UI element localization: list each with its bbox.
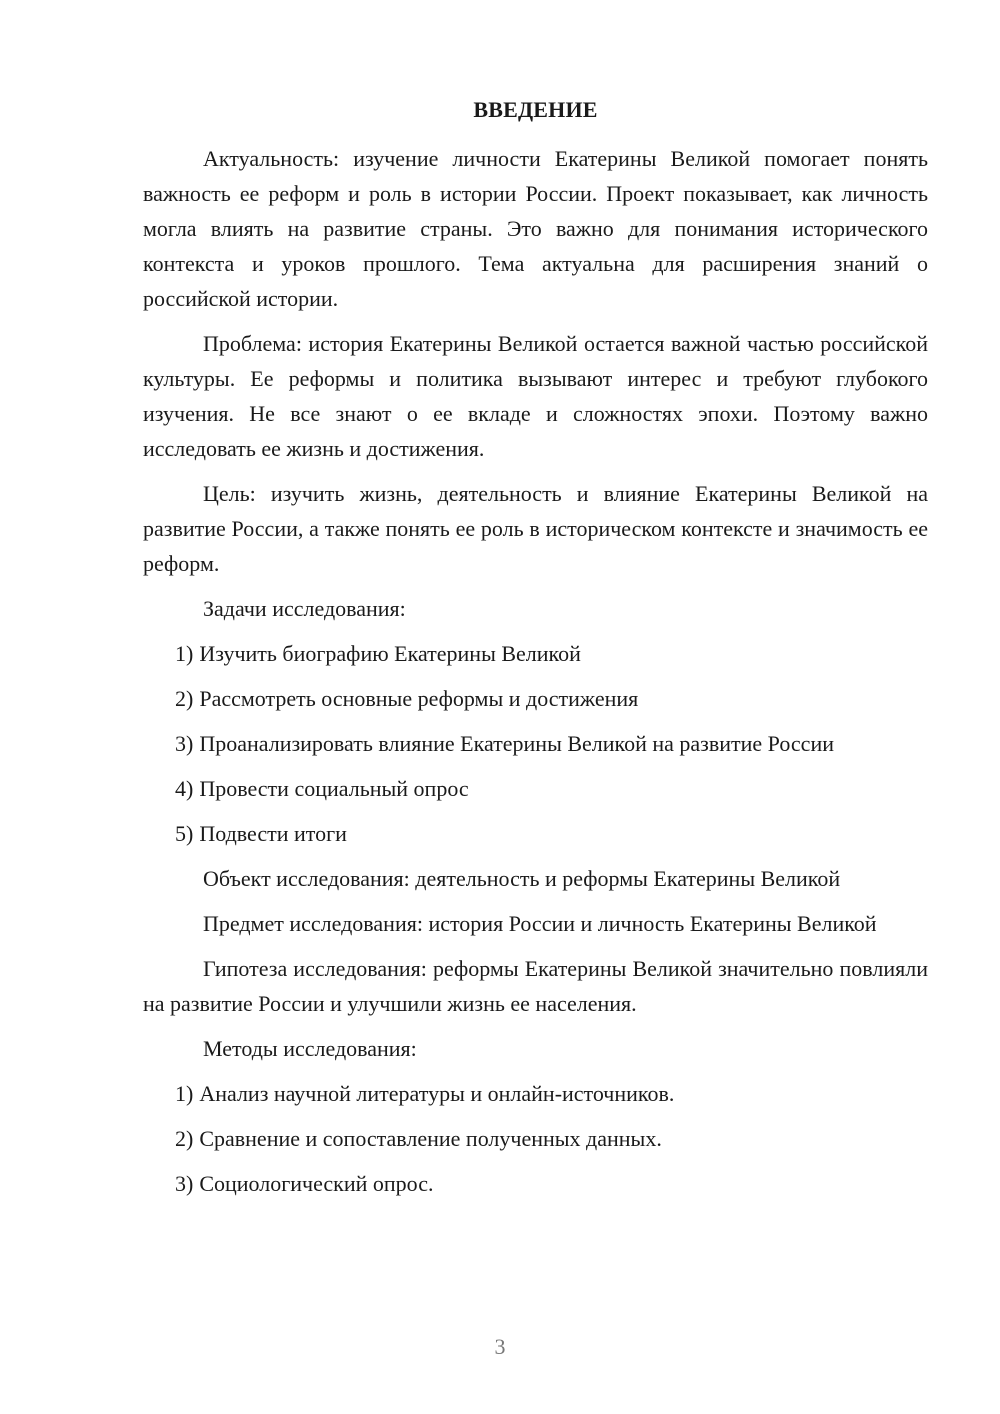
- list-item: 2) Рассмотреть основные реформы и достижения: [175, 686, 639, 711]
- page-number: 3: [494, 1334, 506, 1359]
- list-item: 2) Сравнение и сопоставление полученных данных.: [175, 1126, 662, 1151]
- problem-paragraph: Проблема: история Екатерины Великой остается важной частью российской культуры. Ее реформы и политика вызывают интерес и требуют глубокого изучения. Не все знают о ее вкладе и сложностях эпохи. Поэтому важно исследовать ее жизнь и достижения.: [143, 331, 928, 461]
- subject-paragraph: Предмет исследования: история России и личность Екатерины Великой: [203, 911, 877, 936]
- tasks-list: [143, 636, 928, 851]
- list-item: 5) Подвести итоги: [175, 821, 347, 846]
- object-paragraph: Объект исследования: деятельность и реформы Екатерины Великой: [203, 866, 841, 891]
- methods-list: [143, 1076, 928, 1201]
- list-item: 3) Социологический опрос.: [175, 1171, 434, 1196]
- list-item: 3) Проанализировать влияние Екатерины Великой на развитие России: [175, 731, 834, 756]
- list-item: 1) Изучить биографию Екатерины Великой: [175, 641, 581, 666]
- document-page: [143, 92, 928, 1211]
- section-title: ВВЕДЕНИЕ: [473, 97, 598, 122]
- methods-heading: Методы исследования:: [203, 1036, 417, 1061]
- relevance-paragraph: Актуальность: изучение личности Екатерины Великой помогает понять важность ее реформ и роль в истории России. Проект показывает, как личность могла влиять на развитие страны. Это важно для понимания исторического контекста и уроков прошлого. Тема актуальна для расширения знаний о российской истории.: [143, 146, 928, 311]
- tasks-heading: Задачи исследования:: [203, 596, 406, 621]
- list-item: 4) Провести социальный опрос: [175, 776, 469, 801]
- list-item: 1) Анализ научной литературы и онлайн-источников.: [175, 1081, 675, 1106]
- goal-paragraph: Цель: изучить жизнь, деятельность и влияние Екатерины Великой на развитие России, а также понять ее роль в историческом контексте и значимость ее реформ.: [143, 481, 928, 576]
- hypothesis-paragraph: Гипотеза исследования: реформы Екатерины Великой значительно повлияли на развитие России и улучшили жизнь ее населения.: [143, 956, 928, 1016]
